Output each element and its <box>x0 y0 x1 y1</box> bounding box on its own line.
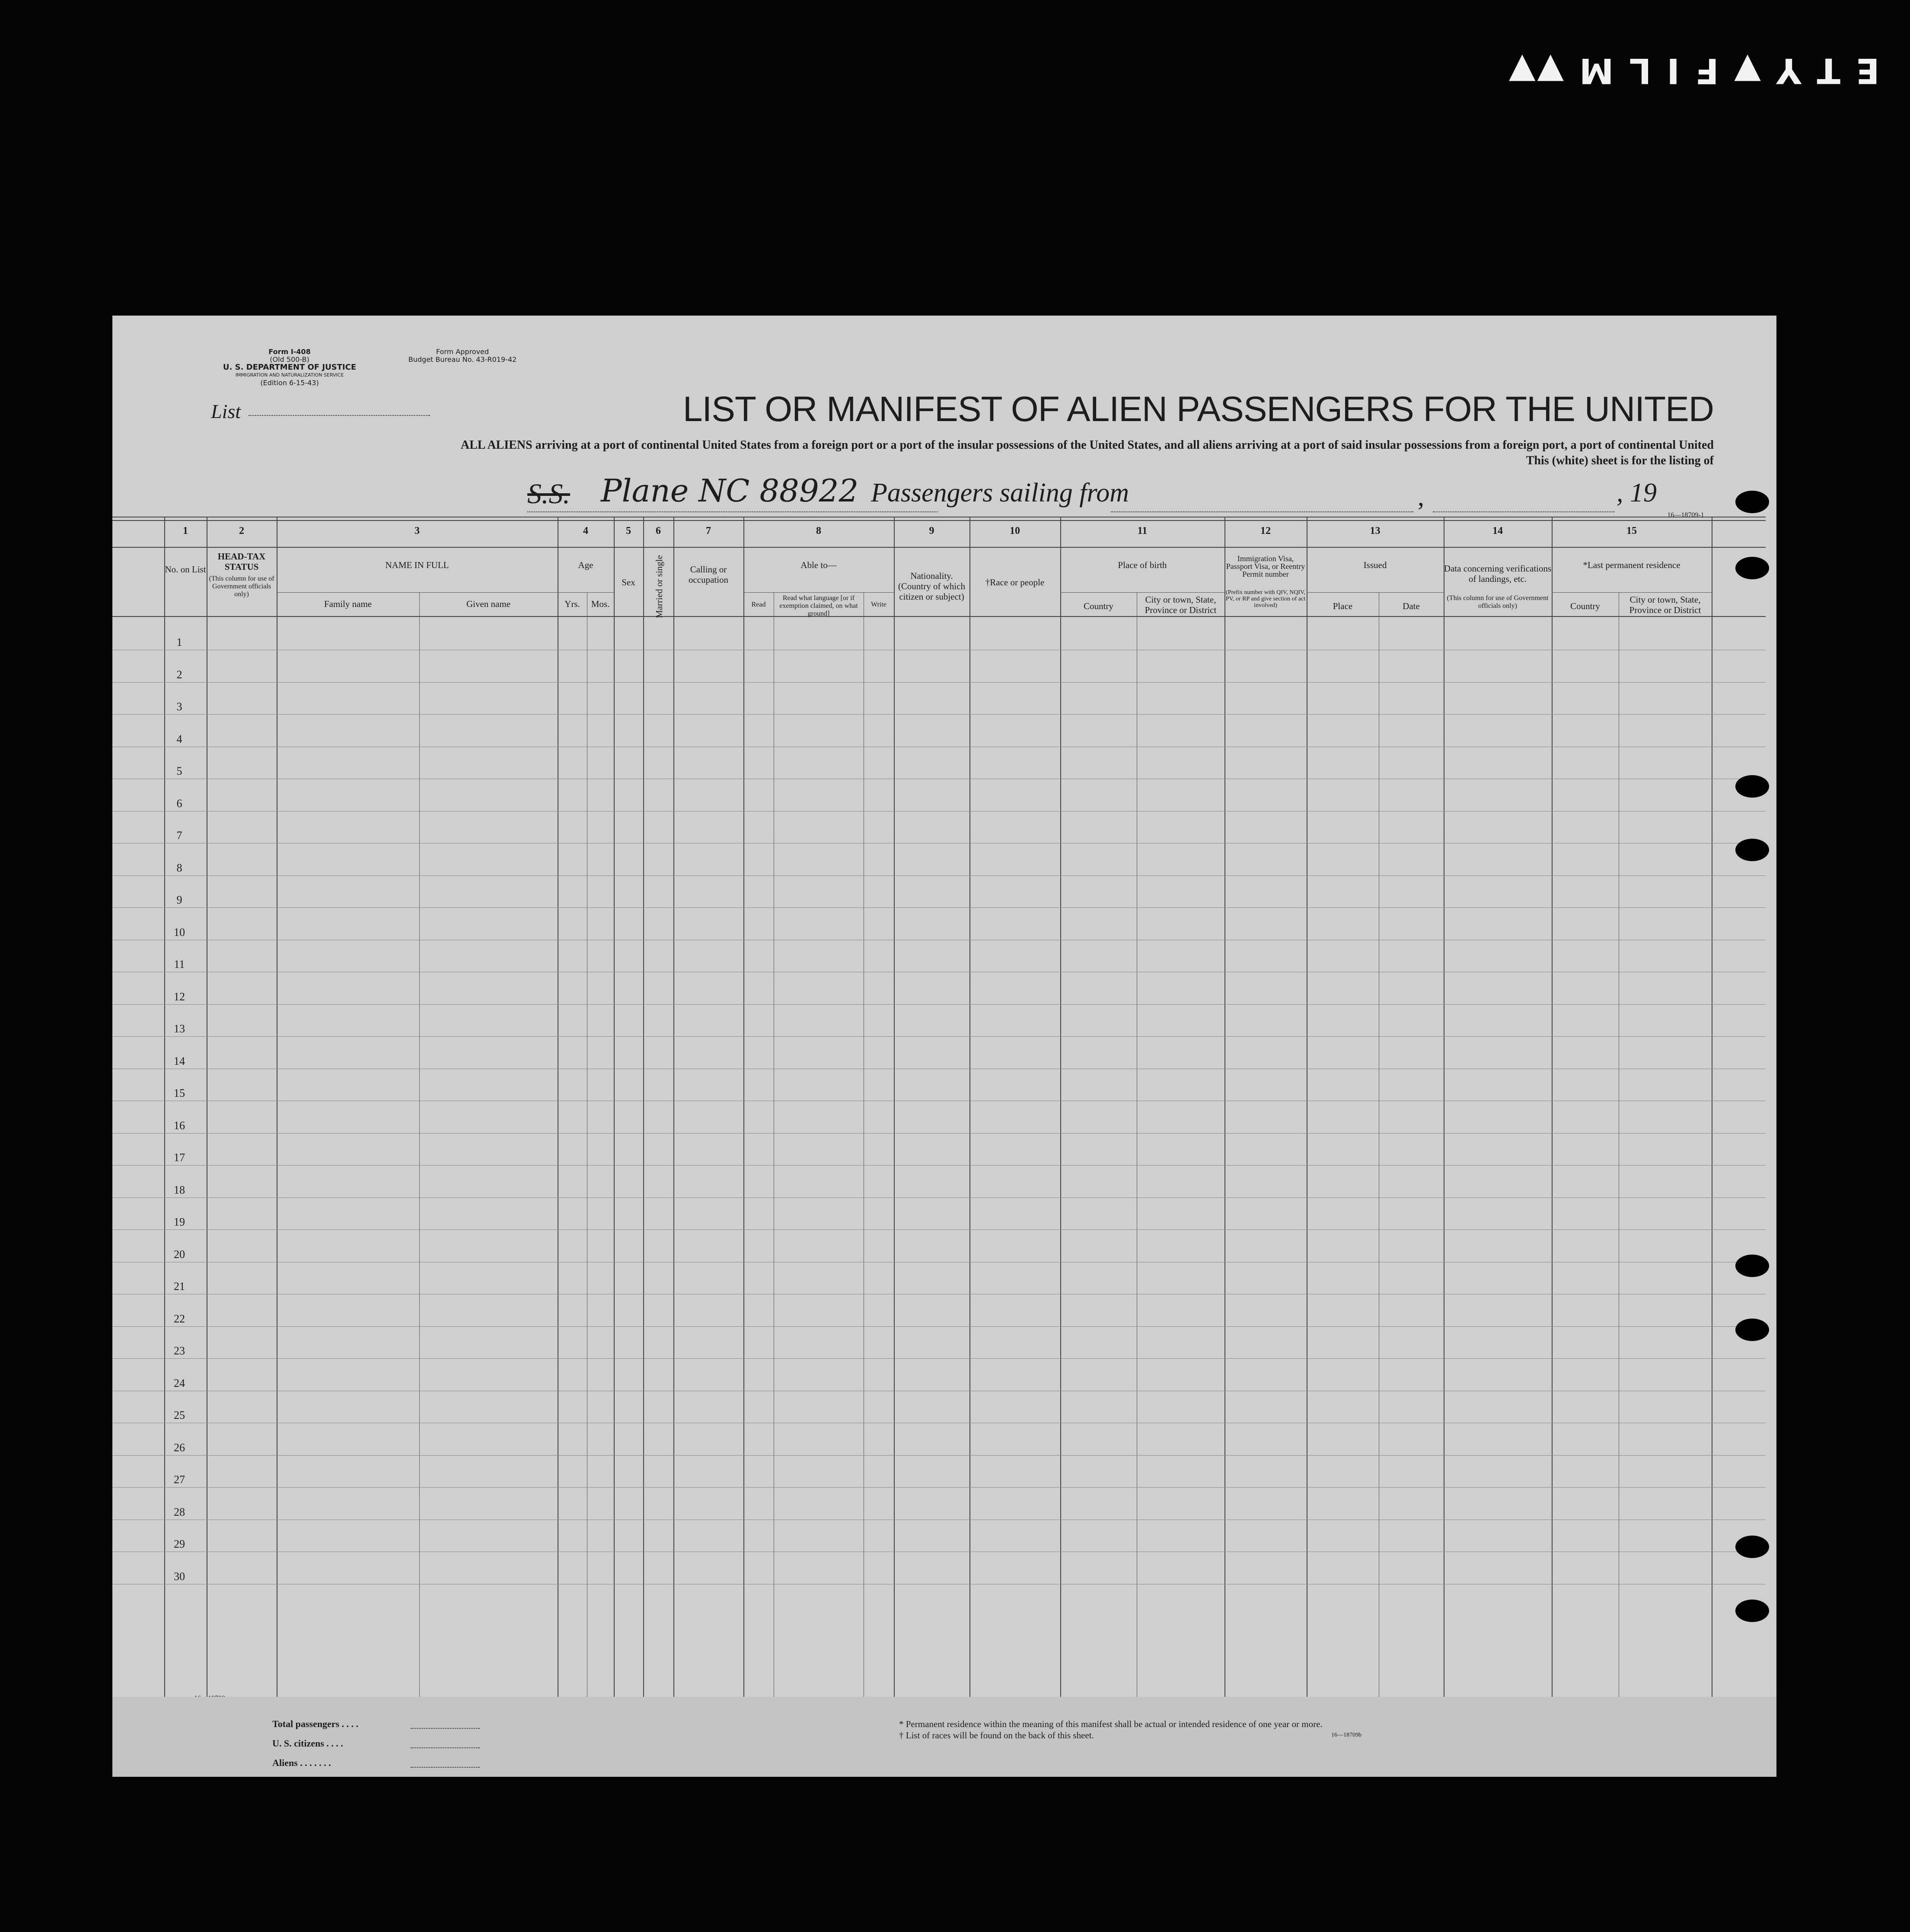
row-number: 25 <box>174 1409 185 1421</box>
service: IMMIGRATION AND NATURALIZATION SERVICE <box>235 372 344 378</box>
year-prefix: , 19 <box>1617 478 1657 508</box>
manifest-table <box>112 511 1766 1710</box>
ship-prefix: S.S. <box>527 478 570 510</box>
print-code: 16—18709b <box>1331 1732 1362 1738</box>
col-divider <box>643 517 644 1710</box>
row-number: 5 <box>176 765 182 777</box>
ship-name-handwritten: Plane NC 88922 <box>601 473 859 509</box>
table-row <box>112 714 1766 715</box>
col-divider <box>614 517 615 1710</box>
sub-header-rule <box>1060 592 1224 593</box>
header-name-in-full: NAME IN FULL <box>385 560 449 570</box>
colnum-8: 8 <box>816 525 821 536</box>
date-line <box>1433 511 1614 512</box>
row-number: 27 <box>174 1473 185 1486</box>
colnum-1: 1 <box>183 525 188 536</box>
col-sub-divider <box>419 592 420 1710</box>
film-edge-marker <box>1507 52 1880 91</box>
header-bottom-rule <box>112 616 1766 617</box>
us-citizens-label: U. S. citizens . . . . <box>272 1738 343 1749</box>
total-passengers-label: Total passengers . . . . <box>272 1718 359 1729</box>
film-edge-text: E T Y ▼ F I L M ▼▼ <box>1507 51 1880 91</box>
punch-hole <box>1735 775 1769 798</box>
row-number: 21 <box>174 1280 185 1293</box>
header-head-tax: HEAD-TAX STATUS <box>217 551 266 572</box>
header-nationality: Nationality. (Country of which citizen or subject) <box>898 571 966 602</box>
row-number: 2 <box>176 668 182 681</box>
table-row <box>112 1165 1766 1166</box>
punch-hole <box>1735 1600 1769 1622</box>
list-label: List <box>211 400 241 422</box>
header-head-tax-note: (This column for use of Government officials only) <box>209 575 274 598</box>
row-number: 10 <box>174 926 185 939</box>
colnum-11: 11 <box>1137 525 1148 536</box>
header-issued-date: Date <box>1403 601 1420 611</box>
header-birth-country: Country <box>1084 601 1113 611</box>
header-read-language: Read what language [or if exemption claimed, on what ground] <box>779 594 858 617</box>
row-number: 29 <box>174 1538 185 1550</box>
table-row <box>112 1133 1766 1134</box>
col-divider <box>1060 517 1061 1710</box>
row-number: 15 <box>174 1087 185 1099</box>
punch-hole <box>1735 1536 1769 1558</box>
subtitle-line-2: This (white) sheet is for the listing of <box>1526 454 1714 467</box>
header-visa-note: (Prefix number with QIV, NQIV, PV, or RP and give section of act involved) <box>1225 589 1306 609</box>
row-number: 16 <box>174 1119 185 1132</box>
row-number: 18 <box>174 1183 185 1196</box>
header-family-name: Family name <box>324 599 372 609</box>
header-issued: Issued <box>1363 560 1387 570</box>
colnum-rule <box>112 547 1766 548</box>
comma: , <box>1418 482 1424 511</box>
aliens-line <box>411 1767 480 1768</box>
header-write: Write <box>871 601 886 608</box>
colnum-13: 13 <box>1370 525 1381 536</box>
row-number: 14 <box>174 1054 185 1067</box>
header-age: Age <box>578 560 593 570</box>
row-number: 28 <box>174 1505 185 1518</box>
table-row <box>112 682 1766 683</box>
col-divider <box>164 517 165 1710</box>
header-sex: Sex <box>622 577 635 588</box>
aliens-label: Aliens . . . . . . . <box>272 1757 331 1768</box>
table-row <box>112 1229 1766 1230</box>
header-birth-city: City or town, State, Province or District <box>1145 594 1217 615</box>
ship-name-line <box>527 511 938 512</box>
table-row <box>112 1487 1766 1488</box>
sub-header-rule <box>277 592 558 593</box>
ship-row <box>112 473 1776 517</box>
colnum-9: 9 <box>929 525 934 536</box>
colnum-6: 6 <box>656 525 661 536</box>
old-number: (Old 500-B) <box>270 355 309 364</box>
header-calling: Calling or occupation <box>688 564 729 585</box>
header-given-name: Given name <box>466 599 511 609</box>
colnum-7: 7 <box>706 525 711 536</box>
table-row <box>112 875 1766 876</box>
col-divider <box>969 517 970 1710</box>
row-number: 8 <box>176 861 182 874</box>
punch-hole <box>1735 1255 1769 1277</box>
col-divider <box>1224 517 1225 1710</box>
header-no-on-list: No. on List <box>165 564 206 575</box>
manifest-sheet <box>112 316 1776 1777</box>
approval-block <box>393 348 532 364</box>
colnum-2: 2 <box>239 525 244 536</box>
sub-header-rule <box>743 592 894 593</box>
subtitle-line-1: ALL ALIENS arriving at a port of continental United States from a foreign port or a port of the insular possessions of the United States, and all aliens arriving at a port of said insular possessions from a foreign port, a port of continental United <box>460 438 1714 452</box>
sub-header-rule <box>1552 592 1712 593</box>
us-citizens-line <box>411 1747 480 1748</box>
row-number: 24 <box>174 1376 185 1389</box>
table-row <box>112 907 1766 908</box>
punch-hole <box>1735 1319 1769 1341</box>
row-number: 11 <box>174 958 185 971</box>
row-number: 3 <box>176 700 182 713</box>
header-residence-city: City or town, State, Province or District <box>1629 594 1701 615</box>
budget-number: Budget Bureau No. 43-R019-42 <box>408 355 517 364</box>
page-title: LIST OR MANIFEST OF ALIEN PASSENGERS FOR THE UNITED <box>682 390 1714 429</box>
header-age-mos: Mos. <box>591 599 610 609</box>
table-row <box>112 1326 1766 1327</box>
col-divider <box>673 517 674 1710</box>
header-read: Read <box>751 601 766 608</box>
colnum-15: 15 <box>1626 525 1637 536</box>
header-verifications-note: (This column for use of Government officials only) <box>1447 594 1549 610</box>
colnum-5: 5 <box>626 525 631 536</box>
total-passengers-line <box>411 1728 480 1729</box>
row-number: 20 <box>174 1248 185 1261</box>
colnum-14: 14 <box>1492 525 1503 536</box>
row-number: 9 <box>176 894 182 906</box>
row-number: 13 <box>174 1022 185 1035</box>
header-last-residence: *Last permanent residence <box>1583 560 1680 570</box>
department: U. S. DEPARTMENT OF JUSTICE <box>223 363 357 372</box>
col-divider <box>743 517 744 1710</box>
edition: (Edition 6-15-43) <box>260 379 319 387</box>
footer-totals <box>112 1697 1776 1777</box>
row-number: 12 <box>174 990 185 1003</box>
colnum-12: 12 <box>1260 525 1271 536</box>
row-number: 4 <box>176 732 182 745</box>
table-row <box>112 1004 1766 1005</box>
row-number: 26 <box>174 1441 185 1454</box>
form-approved: Form Approved <box>436 348 489 356</box>
header-able-to: Able to— <box>800 560 837 570</box>
header-issued-place: Place <box>1333 601 1353 611</box>
table-top-rule-2 <box>112 520 1766 521</box>
form-header-block <box>199 348 380 387</box>
sub-header-rule <box>558 592 614 593</box>
row-number: 19 <box>174 1216 185 1228</box>
header-place-of-birth: Place of birth <box>1118 560 1167 570</box>
header-age-yrs: Yrs. <box>564 599 580 609</box>
footnote-residence: * Permanent residence within the meaning of this manifest shall be actual or intended residence of one year or more. <box>899 1719 1323 1729</box>
print-code: 16—18709-1 <box>1667 511 1704 519</box>
port-line <box>1111 511 1413 512</box>
row-number: 22 <box>174 1312 185 1325</box>
subtitle <box>417 437 1714 469</box>
punch-hole <box>1735 557 1769 579</box>
table-row <box>112 1455 1766 1456</box>
colnum-10: 10 <box>1010 525 1020 536</box>
header-visa-number: Immigration Visa, Passport Visa, or Reentry Permit number <box>1226 554 1305 578</box>
list-number-line <box>249 415 430 416</box>
passengers-sailing-label: Passengers sailing from <box>871 478 1129 508</box>
row-number: 30 <box>174 1570 185 1583</box>
punch-hole <box>1735 491 1769 513</box>
header-residence-country: Country <box>1570 601 1600 611</box>
footnote-races: † List of races will be found on the back of this sheet. <box>899 1730 1094 1740</box>
row-number: 6 <box>176 797 182 810</box>
punch-hole <box>1735 839 1769 861</box>
sub-header-rule <box>1307 592 1444 593</box>
form-number: Form I-408 <box>268 348 311 356</box>
row-number: 17 <box>174 1151 185 1164</box>
col-divider <box>1552 517 1553 1710</box>
row-number: 1 <box>176 636 182 648</box>
colnum-4: 4 <box>583 525 588 536</box>
table-row <box>112 1036 1766 1037</box>
header-verifications: Data concerning verifications of landings, etc. <box>1444 563 1552 584</box>
table-row <box>112 1358 1766 1359</box>
header-race: †Race or people <box>985 577 1045 588</box>
colnum-3: 3 <box>415 525 420 536</box>
row-number: 23 <box>174 1344 185 1357</box>
header-married-or-single: Married or single <box>654 555 664 618</box>
col-divider <box>894 517 895 1710</box>
row-number: 7 <box>176 829 182 842</box>
